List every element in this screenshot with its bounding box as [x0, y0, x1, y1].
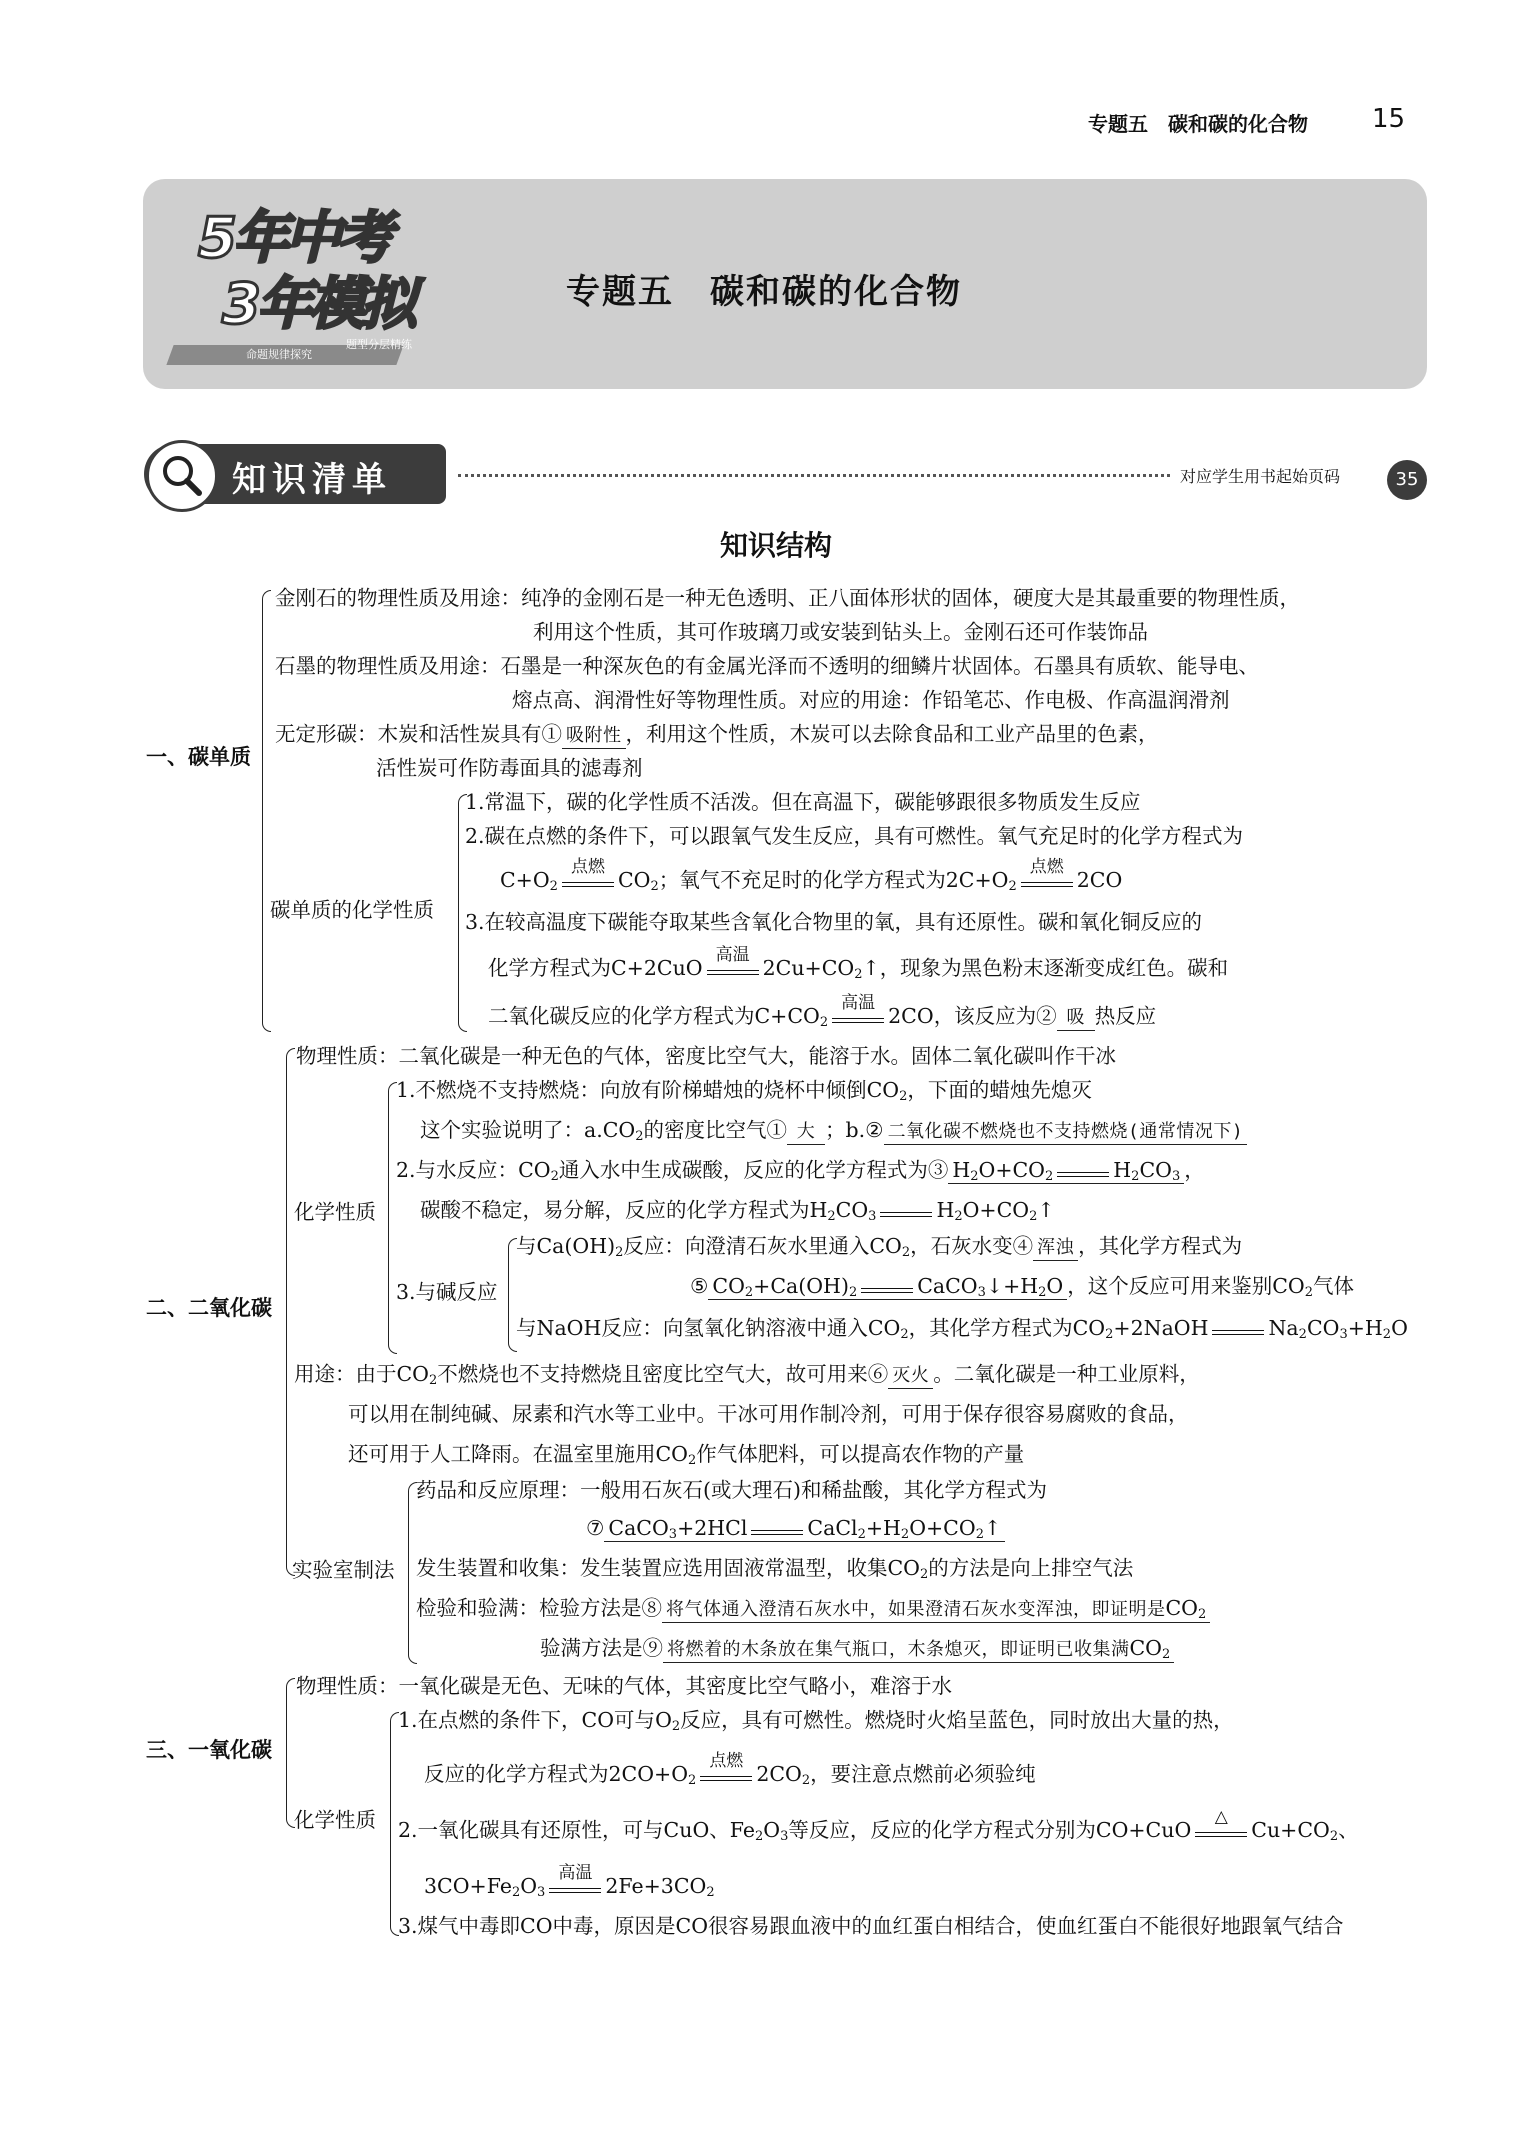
co2-chem-1b: 这个实验说明了：$a.CO_2$的密度比空气① 大 ；b.② 二氧化碳不燃烧也不支持燃烧(通常情况下) — [420, 1116, 1247, 1145]
co2-lab-4-a: 检验和验满：检验方法是⑧ — [416, 1596, 662, 1620]
co-chem-2-c: 、 — [1338, 1818, 1359, 1842]
magnifier-icon — [146, 440, 218, 512]
co-chem-1: 1.在点燃的条件下，CO可与$O_2$反应，具有可燃性。燃烧时火焰呈蓝色，同时放出大量的热， — [398, 1708, 1234, 1734]
carbon-chem-4-mid: ，该反应为② — [933, 1004, 1057, 1028]
co2-lime-1: 与$Ca(OH)_2$反应：向澄清石灰水里通入$CO_2$，石灰水变④ 浑浊 ，其化学方程式为 — [516, 1234, 1243, 1260]
carbon-chem-label: 碳单质的化学性质 — [270, 898, 434, 922]
co2-naoh: 与NaOH反应：向氢氧化钠溶液中通入$CO_2$，其化学方程式为$CO_2+2NaOH$ $Na_2CO_3+H_2O$ — [516, 1316, 1408, 1342]
co2-chem-2: 2.与水反应：$CO_2$通入水中生成碳酸，反应的化学方程式为③ $H_2O+CO_2$ $H_2CO_3$ ， — [396, 1158, 1205, 1184]
co2-physical: 物理性质：二氧化碳是一种无色的气体，密度比空气大，能溶于水。固体二氧化碳叫作干冰 — [296, 1044, 1116, 1068]
series-logo — [150, 190, 425, 370]
co2-use-3b: 作气体肥料，可以提高农作物的产量 — [696, 1442, 1025, 1466]
carbon-chem-3-tail: ，现象为黑色粉末逐渐变成红色。碳和 — [879, 956, 1229, 980]
carbon-chem-4-pre: 二氧化碳反应的化学方程式为 — [488, 1004, 755, 1028]
co2-lab-5-a: 验满方法是⑨ — [540, 1636, 663, 1660]
amorphous-line-1 — [275, 720, 1159, 749]
co2-chem-1b-a: 这个实验说明了：a. — [420, 1118, 603, 1142]
co2-naoh-a: 与 — [516, 1316, 537, 1340]
co-chem-2-b: 等反应，反应的化学方程式分别为CO+CuO — [788, 1818, 1192, 1842]
co2-use-2: 可以用在制纯碱、尿素和汽水等工业中。干冰可用作制冷剂，可用于保存很容易腐败的食品， — [348, 1402, 1189, 1426]
graphite-line-2: 熔点高、润滑性好等物理性质。对应的用途：作铅笔芯、作电极、作高温润滑剂 — [512, 688, 1230, 712]
co-chem-1b: 反应的化学方程式为$2CO+O_2$ 点燃 $2CO_2$，要注意点燃前必须验纯 — [424, 1750, 1036, 1788]
co2-alkali-label: 3.与碱反应 — [396, 1280, 498, 1304]
co2-use-1: 用途：由于$CO_2$不燃烧也不支持燃烧且密度比空气大，故可用来⑥ 灭火 。二氧化碳是一种工业原料， — [294, 1362, 1200, 1388]
co2-use-3a: 还可用于人工降雨。在温室里施用 — [348, 1442, 656, 1466]
co-chem-3: 3.煤气中毒即CO中毒，原因是CO很容易跟血液中的血红蛋白相结合，使血红蛋白不能很好地跟氧气结合 — [398, 1914, 1344, 1938]
logo-tag-1: 命题规律探究 — [246, 348, 312, 361]
co-chem-label: 化学性质 — [294, 1808, 376, 1832]
amorphous-text-a: 无定形碳：木炭和活性炭具有① — [275, 722, 562, 746]
co-chem-1b-b: ，要注意点燃前必须验纯 — [810, 1762, 1036, 1786]
co-chem-2-a: 2.一氧化碳具有还原性，可与CuO、 — [398, 1818, 730, 1842]
logo-tag-2: 题型分层精练 — [346, 338, 412, 351]
graphite-line-1: 石墨的物理性质及用途：石墨是一种深灰色的有金属光泽而不透明的细鳞片状固体。石墨具有质软、能导电、 — [275, 654, 1259, 678]
page-number: 15 — [1372, 104, 1406, 134]
carbon-chem-4-tail: 热反应 — [1094, 1004, 1157, 1028]
co2-lab-3-b: 的方法是向上排空气法 — [928, 1556, 1134, 1580]
chapter-title: 专题五 碳和碳的化合物 — [566, 272, 962, 312]
co2-chem-1-a: 1.不燃烧不支持燃烧：向放有阶梯蜡烛的烧杯中倾倒 — [396, 1078, 867, 1102]
co2-lab-2 — [586, 1514, 1005, 1542]
co2-lab-label: 实验室制法 — [292, 1558, 395, 1582]
carbon-chem-2-tail: ；氧气不充足时的化学方程式为 — [658, 868, 946, 892]
co2-lime-d: ，其化学方程式为 — [1078, 1234, 1243, 1258]
answer-4: 浑浊 — [1033, 1236, 1078, 1261]
amorphous-text-b: ，利用这个性质，木炭可以去除食品和工业产品里的色素， — [625, 722, 1159, 746]
co2-lab-4 — [416, 1594, 1210, 1623]
amorphous-line-2: 活性炭可作防毒面具的滤毒剂 — [376, 756, 643, 780]
answer-5: $CO_2+Ca(OH)_2$ $CaCO_3↓+H_2O$ — [708, 1274, 1067, 1300]
co2-chem-2-a: 2.与水反应： — [396, 1158, 519, 1182]
section-3-title: 三、一氧化碳 — [146, 1738, 272, 1762]
co2-use-a: 用途：由于 — [294, 1362, 397, 1386]
co2-use-c: 。二氧化碳是一种工业原料， — [933, 1362, 1200, 1386]
co2-lime-c: ，石灰水变④ — [910, 1234, 1034, 1258]
co2-use-3: 还可用于人工降雨。在温室里施用$CO_2$作气体肥料，可以提高农作物的产量 — [348, 1442, 1025, 1468]
carbon-chem-2-eq: $C+O_2$ 点燃 $CO_2$；氧气不充足时的化学方程式为$2C+O_2$ 点燃 2CO — [500, 856, 1123, 894]
co2-lab-3-a: 发生装置和收集：发生装置应选用固液常温型，收集 — [416, 1556, 888, 1580]
carbon-chem-4: 二氧化碳反应的化学方程式为$C+CO_2$ 高温 2CO，该反应为② 吸 热反应 — [488, 992, 1157, 1030]
co2-lime-2-a: ⑤ — [690, 1274, 709, 1298]
co2-chem-2b: 碳酸不稳定，易分解，反应的化学方程式为$H_2CO_3$ $H_2O+CO_2↑$ — [420, 1198, 1055, 1224]
section-2-title: 二、二氧化碳 — [146, 1296, 272, 1320]
answer-7: CaCO$_3$+2HCl $CaCl_2+H_2O+CO_2↑$ — [604, 1516, 1005, 1542]
answer-9: 将燃着的木条放在集气瓶口，木条熄灭，即证明已收集满$CO_2$ — [663, 1636, 1174, 1663]
co2-chem-2-b: 通入水中生成碳酸，反应的化学方程式为③ — [558, 1158, 949, 1182]
brace-s1 — [262, 590, 271, 1032]
carbon-chem-3-eq: 化学方程式为C+2CuO 高温 $2Cu+CO_2↑$，现象为黑色粉末逐渐变成红色。碳和 — [488, 944, 1229, 982]
brace-s2 — [286, 1048, 295, 1576]
structure-heading: 知识结构 — [720, 529, 833, 562]
co2-lime-2: ⑤ $CO_2+Ca(OH)_2$ $CaCO_3↓+H_2O$ ，这个反应可用来鉴别$CO_2$气体 — [690, 1274, 1355, 1300]
running-title: 专题五 碳和碳的化合物 — [1088, 112, 1308, 136]
logo-line-1: 5年中考 — [198, 206, 389, 271]
co2-chem-1b-b: 的密度比空气① — [643, 1118, 788, 1142]
co2-chem-1-tail: ，下面的蜡烛先熄灭 — [907, 1078, 1092, 1102]
answer-2: 吸 — [1057, 1006, 1095, 1031]
co2-lab-5 — [540, 1634, 1174, 1663]
co2-naoh-c: ，其化学方程式为 — [908, 1316, 1073, 1340]
diamond-line-1: 金刚石的物理性质及用途：纯净的金刚石是一种无色透明、正八面体形状的固体，硬度大是其最重要的物理性质， — [275, 586, 1300, 610]
co2-chem-1b-c: ；b.② — [825, 1118, 884, 1142]
start-page-label: 对应学生用书起始页码 — [1180, 467, 1341, 486]
co2-chem-1: 1.不燃烧不支持燃烧：向放有阶梯蜡烛的烧杯中倾倒$CO_2$，下面的蜡烛先熄灭 — [396, 1078, 1092, 1104]
co2-lime-2-c: 气体 — [1313, 1274, 1355, 1298]
co2-lab-3: 发生装置和收集：发生装置应选用固液常温型，收集$CO_2$的方法是向上排空气法 — [416, 1556, 1134, 1582]
answer-8: 将气体通入澄清石灰水中，如果澄清石灰水变浑浊，即证明是$CO_2$ — [662, 1596, 1210, 1623]
co2-chem-label: 化学性质 — [294, 1200, 376, 1224]
section-1-title: 一、碳单质 — [146, 745, 251, 769]
co2-naoh-b: 反应：向氢氧化钠溶液中通入 — [601, 1316, 868, 1340]
diamond-line-2: 利用这个性质，其可作玻璃刀或安装到钻头上。金刚石还可作装饰品 — [533, 620, 1148, 644]
co2-lab-1: 药品和反应原理：一般用石灰石(或大理石)和稀盐酸，其化学方程式为 — [416, 1478, 1047, 1502]
answer-3: $H_2O+CO_2$ $H_2CO_3$ — [948, 1158, 1184, 1184]
logo-line-2: 3年模拟 — [222, 272, 413, 337]
co2-chem-2-end: ， — [1184, 1158, 1205, 1182]
answer-1: 吸附性 — [562, 724, 626, 749]
co-chem-2b: $3CO+Fe_2O_3$ 高温 $2Fe+3CO_2$ — [424, 1862, 715, 1900]
answer-co2-nonflammable: 二氧化碳不燃烧也不支持燃烧(通常情况下) — [884, 1120, 1248, 1145]
carbon-chem-1: 1.常温下，碳的化学性质不活泼。但在高温下，碳能够跟很多物质发生反应 — [465, 790, 1141, 814]
carbon-chem-2: 2.碳在点燃的条件下，可以跟氧气发生反应，具有可燃性。氧气充足时的化学方程式为 — [465, 824, 1244, 848]
co-chem-1-b: 反应，具有可燃性。燃烧时火焰呈蓝色，同时放出大量的热， — [680, 1708, 1234, 1732]
co2-lab-2-a: ⑦ — [586, 1516, 605, 1540]
answer-co2-denser: 大 — [787, 1120, 825, 1145]
section-label: 知识清单 — [232, 460, 392, 500]
co-chem-1b-a: 反应的化学方程式为2CO+O — [424, 1762, 689, 1786]
co-chem-2: 2.一氧化碳具有还原性，可与CuO、$Fe_2O_3$等反应，反应的化学方程式分别为CO+CuO △ $Cu+CO_2$、 — [398, 1806, 1359, 1844]
co-physical: 物理性质：一氧化碳是无色、无味的气体，其密度比空气略小，难溶于水 — [296, 1674, 952, 1698]
start-page-badge: 35 — [1387, 460, 1427, 500]
co2-lime-2-b: ，这个反应可用来鉴别 — [1067, 1274, 1273, 1298]
co2-lime-a: 与 — [516, 1234, 537, 1258]
co2-use-b: 不燃烧也不支持燃烧且密度比空气大，故可用来⑥ — [437, 1362, 889, 1386]
carbon-chem-3-pre: 化学方程式为 — [488, 956, 611, 980]
co2-chem-2b-a: 碳酸不稳定，易分解，反应的化学方程式为 — [420, 1198, 810, 1222]
dotted-leader — [458, 474, 1170, 477]
carbon-chem-3: 3.在较高温度下碳能夺取某些含氧化合物里的氧，具有还原性。碳和氧化铜反应的 — [465, 910, 1203, 934]
brace-s2-chem — [388, 1082, 397, 1354]
co-chem-1-a: 1.在点燃的条件下，CO可与 — [398, 1708, 656, 1732]
co2-lime-b: 反应：向澄清石灰水里通入 — [623, 1234, 870, 1258]
answer-6: 灭火 — [888, 1364, 933, 1389]
